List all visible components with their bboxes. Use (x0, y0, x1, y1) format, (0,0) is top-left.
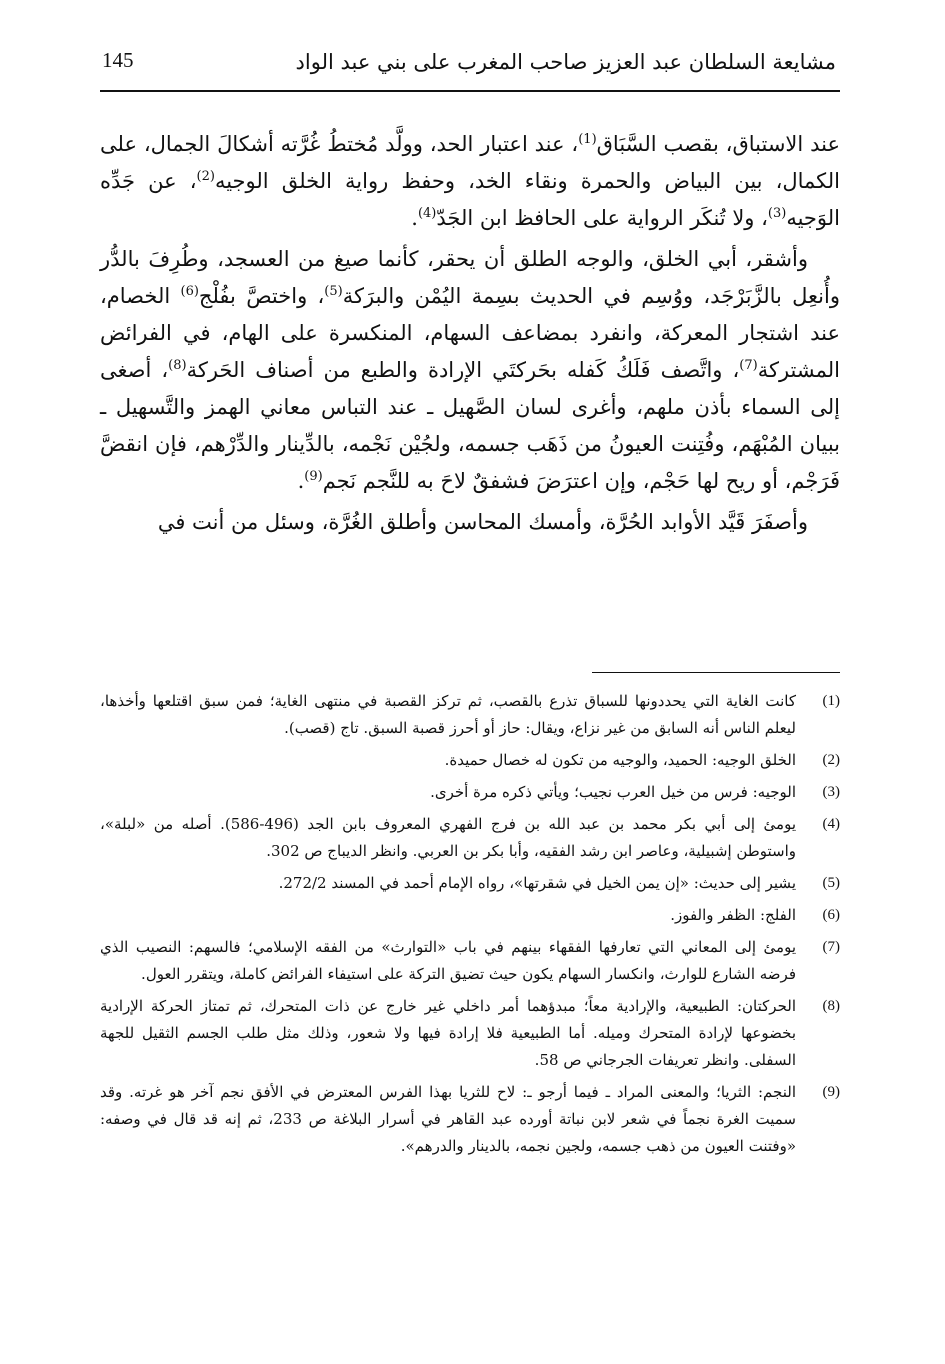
footnote-reference[interactable]: (4) (417, 206, 437, 221)
footnote-text: النجم: الثريا؛ والمعنى المراد ـ فيما أرجو ـ: لاح للثريا بهذا الفرس المعترض في الأفق نجم آخر هو غرته. وقد سميت الغرة نجماً في شعر لابن نباتة أورده عبد القاهر في أسرار البلاغة ص 233، ثم إنه قد قال في وصفه: «وفتنت العيون من ذهب جسمه، ولجين نجمه، بالدينار والدرهم». (100, 1083, 796, 1155)
footnote-number: (4) (822, 816, 840, 832)
footnote (100, 1079, 840, 1160)
body-paragraph (100, 241, 840, 500)
footnote-reference[interactable]: (8) (168, 358, 187, 373)
text-run: وأصفَرَ قَيَّد الأوابد الحُرَّة، وأمسك المحاسن وأطلق الغُرَّة، وسئل من أنت في (157, 510, 808, 534)
footnote-text: يومئ إلى المعاني التي تعارفها الفقهاء بينهم في باب «التوارث» من الفقه الإسلامي؛ فالسهم: النصيب الذي فرضه الشارع للوارث، وانكسار السهام يكون حيث تضيق التركة على استيفاء الفرائض كاملة، ويتقرر العول. (100, 938, 796, 983)
footnote-number: (1) (822, 693, 840, 709)
text-run: . (297, 469, 305, 493)
footnote-text: الفلج: الظفر والفوز. (670, 906, 796, 924)
footnote (100, 811, 840, 865)
text-run: ، أصغى إلى السماء بأذن ملهم، وأغرى لسان الصَّهيل ـ عند التباس معاني الهمز والتَّسهيل ـ ببيان المُبْهَم، وفُتِنت العيونُ من ذَهَب جسمه، ولجُيْن نَجْمه، بالدِّينار والدِّرْهم، فإن انقضَّ فَرَجْم، أو ريح لها حَجْم، وإن اعترَضَ فشفقٌ لاحَ به للنَّجم نَجم (100, 358, 840, 493)
footnote (100, 934, 840, 988)
footnote-text: الخلق الوجيه: الحميد، والوجيه من تكون له خصال حميدة. (444, 751, 796, 769)
main-text (100, 126, 840, 541)
text-run: ، عند اعتبار الحد، وولَّد مُختطُ غُرَّته أشكالَ الجمال، على الكمال، بين البياض والحمرة ونقاء الخد، وحفظ رواية الخلق الوجيه (100, 132, 840, 193)
text-run: الخصام، عند اشتجار المعركة، وانفرد بمضاعف السهام، المنكسرة على الهام، في الفرائض المشتركة (100, 284, 840, 382)
footnotes (100, 688, 840, 1165)
page-number: 145 (102, 48, 134, 72)
footnote-reference[interactable]: (5) (324, 284, 343, 299)
footnote (100, 993, 840, 1074)
footnote-reference[interactable]: (3) (767, 206, 787, 221)
footnote-reference[interactable]: (7) (739, 358, 758, 373)
body-paragraph (100, 504, 840, 541)
text-run: ، عن جَدِّه الوَجيه (100, 169, 840, 230)
running-header (100, 40, 840, 92)
footnote (100, 779, 840, 806)
footnote (100, 747, 840, 774)
footnote-reference[interactable]: (9) (304, 469, 323, 484)
text-run: ، واتَّصف فَلَكُ كَفله بحَركتَي الإرادة والطبع من أصناف الحَركة (186, 358, 740, 382)
footnote-text: الوجيه: فرس من خيل العرب نجيب؛ ويأتي ذكره مرة أخرى. (430, 783, 796, 801)
footnote-text: يشير إلى حديث: «إن يمن الخيل في شقرتها»، رواه الإمام أحمد في المسند 272/2. (278, 874, 796, 892)
footnote-reference[interactable]: (2) (196, 169, 215, 184)
text-run: ، ولا تُنكَر الرواية على الحافظ ابن الجَدّ (436, 206, 768, 230)
footnote-number: (5) (822, 875, 840, 891)
body-paragraph (100, 126, 840, 237)
text-run: وأشقر، أبي الخلق، والوجه الطلق أن يحقر، كأنما صيغ من العسجد، وطُرِفَ بالدُّر وأُنعِل بالزَّبَرْجَد، ووُسِم في الحديث بسِمة اليُمْن والبرَكة (100, 247, 841, 308)
footnote-number: (9) (822, 1084, 840, 1100)
footnote-text: يومئ إلى أبي بكر محمد بن عبد الله بن فرج الفهري المعروف بابن الجد (496-586). أصله من «لبلة»، واستوطن إشبيلية، وعاصر ابن رشد الفقيه، وأبا بكر بن العربي. وانظر الديباج ص 302. (100, 815, 796, 860)
running-title: مشايعة السلطان عبد العزيز صاحب المغرب على بني عبد الواد (295, 50, 836, 74)
text-run: ، واختصَّ بفُلْج (198, 284, 325, 308)
footnote-text: الحركتان: الطبيعية، والإرادية معاً؛ مبدؤهما أمر داخلي غير خارج عن ذات المتحرك، ثم تمتاز الحركة الإرادية بخضوعها لإرادة المتحرك وميله. أما الطبيعية فلا إرادة فيها ولا شعور، وذلك مثل طلب الجسم الثقيل للجهة السفلى. وانظر تعريفات الجرجاني ص 58. (100, 997, 796, 1069)
footnote-reference[interactable]: (1) (578, 132, 597, 147)
footnote (100, 870, 840, 897)
footnote-separator (592, 672, 840, 673)
footnote-number: (6) (822, 907, 840, 923)
book-page (100, 40, 841, 1155)
footnote-text: كانت الغاية التي يحددونها للسباق تذرع بالقصب، ثم تركز القصبة في منتهى الغاية؛ فمن سبق اقتلعها وأخذها، ليعلم الناس أنه السابق من غير نزاع، ويقال: حاز أو أحرز قصبة السبق. تاج (قصب). (100, 692, 796, 737)
footnote (100, 688, 840, 742)
footnote-reference[interactable]: (6) (180, 284, 199, 299)
text-run: عند الاستباق، بقصب السَّبَاق (596, 132, 840, 156)
footnote-number: (8) (822, 998, 840, 1014)
footnote-number: (2) (822, 752, 840, 768)
text-run: . (411, 206, 418, 230)
footnote-number: (7) (822, 939, 840, 955)
footnote (100, 902, 840, 929)
footnote-number: (3) (822, 784, 840, 800)
